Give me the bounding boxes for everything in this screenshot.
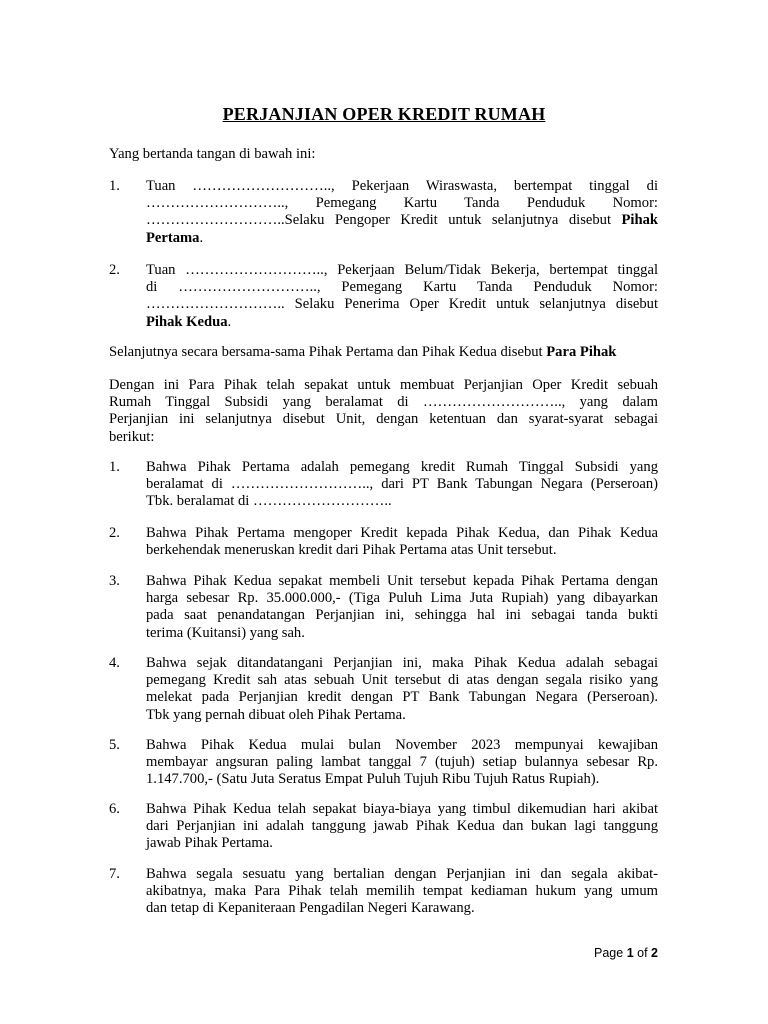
- paragraph-line: Rumah Tinggal Subsidi yang beralamat di ……………………….., yang dalam: [109, 394, 658, 411]
- clause-line: pada saat penandatangan Perjanjian ini, sehingga hal ini sebagai tanda bukti: [146, 607, 658, 624]
- party-role-bold: Pihak Kedua: [146, 313, 228, 330]
- page-label: Page: [594, 946, 624, 960]
- clause-item-6: [109, 801, 658, 853]
- clause-number: 3.: [109, 573, 120, 589]
- clause-item-3: [109, 573, 658, 642]
- clause-line: Bahwa sejak ditandatangani Perjanjian ini, maka Pihak Kedua adalah sebagai: [146, 655, 658, 671]
- page-current: 1: [626, 946, 634, 960]
- party-number: 2.: [109, 262, 120, 278]
- clause-line: dari Perjanjian ini adalah tanggung jawab Pihak Kedua dan bukan lagi tanggung: [146, 818, 658, 835]
- party-role-bold: Pihak: [621, 212, 658, 229]
- clause-line: Bahwa Pihak Kedua sepakat membeli Unit tersebut kepada Pihak Pertama dengan: [146, 573, 658, 589]
- paragraph-line: berikut:: [109, 428, 155, 445]
- clause-number: 5.: [109, 737, 120, 753]
- page-total: 2: [651, 946, 658, 960]
- clause-line: dan tetap di Kepaniteraan Pengadilan Negeri Karawang.: [146, 900, 475, 917]
- clause-line: terima (Kuitansi) yang sah.: [146, 624, 305, 641]
- clause-number: 2.: [109, 525, 120, 541]
- clause-line: Bahwa Pihak Kedua telah sepakat biaya-biaya yang timbul dikemudian hari akibat: [146, 801, 658, 817]
- clause-line: membayar angsuran paling lambat tanggal 7 (tujuh) setiap bulannya sebesar Rp.: [146, 754, 658, 771]
- clause-line: Tbk yang pernah dibuat oleh Pihak Pertama.: [146, 706, 406, 723]
- clause-number: 7.: [109, 866, 120, 882]
- intro-text: Yang bertanda tangan di bawah ini:: [109, 146, 316, 162]
- clause-line: Bahwa Pihak Kedua mulai bulan November 2023 mempunyai kewajiban: [146, 737, 658, 753]
- party-role-bold: Pertama: [146, 229, 200, 246]
- clause-line: Bahwa segala sesuatu yang bertalian dengan Perjanjian ini dan segala akibat-: [146, 866, 658, 882]
- agreement-paragraph: [109, 377, 658, 446]
- party-line: Pihak Kedua.: [146, 313, 232, 330]
- clause-line: 1.147.700,- (Satu Juta Seratus Empat Puluh Tujuh Ribu Tujuh Ratus Rupiah).: [146, 771, 600, 788]
- clause-line: jawab Pihak Pertama.: [146, 835, 273, 852]
- party-line: ……………………….. Selaku Penerima Oper Kredit untuk selanjutnya disebut: [146, 296, 658, 313]
- page-of-label: of: [637, 946, 648, 960]
- clause-number: 4.: [109, 655, 120, 671]
- clause-line: berkehendak meneruskan kredit dari Pihak Pertama atas Unit tersebut.: [146, 542, 557, 559]
- party-line: Tuan ……………………….., Pekerjaan Belum/Tidak Bekerja, bertempat tinggal: [146, 262, 658, 278]
- clause-line: pemegang Kredit sah atas sebuah Unit tersebut di atas dengan segala risiko yang: [146, 672, 658, 689]
- page-number: [594, 946, 658, 960]
- clause-item-2: [109, 525, 658, 559]
- paragraph-line: Dengan ini Para Pihak telah sepakat untuk membuat Perjanjian Oper Kredit sebuah: [109, 377, 658, 393]
- clause-item-5: [109, 737, 658, 789]
- clause-item-4: [109, 655, 658, 724]
- paragraph-line: Perjanjian ini selanjutnya disebut Unit, dengan ketentuan dan syarat-syarat sebagai: [109, 411, 658, 428]
- clause-line: akibatnya, maka Para Pihak telah memilih tempat kediaman hukum yang umum: [146, 883, 658, 900]
- clause-line: harga sebesar Rp. 35.000.000,- (Tiga Puluh Lima Juta Rupiah) yang dibayarkan: [146, 590, 658, 607]
- clause-item-7: [109, 866, 658, 918]
- party-line: ……………………….., Pemegang Kartu Tanda Penduduk Nomor:: [146, 195, 658, 212]
- party-line: Tuan ……………………….., Pekerjaan Wiraswasta, bertempat tinggal di: [146, 178, 658, 194]
- clause-line: Bahwa Pihak Pertama adalah pemegang kredit Rumah Tinggal Subsidi yang: [146, 459, 658, 475]
- clause-item-1: [109, 459, 658, 511]
- para-pihak-bold: Para Pihak: [546, 344, 617, 360]
- clause-line: melekat pada Perjanjian kredit dengan PT Bank Tabungan Negara (Perseroan).: [146, 689, 658, 706]
- document-title: PERJANJIAN OPER KREDIT RUMAH: [222, 104, 546, 124]
- party-line: ………………………..Selaku Pengoper Kredit untuk selanjutnya disebut Pihak: [146, 212, 658, 229]
- clause-number: 1.: [109, 459, 120, 475]
- clause-line: Bahwa Pihak Pertama mengoper Kredit kepada Pihak Kedua, dan Pihak Kedua: [146, 525, 658, 541]
- clause-line: beralamat di ……………………….., dari PT Bank Tabungan Negara (Perseroan): [146, 476, 658, 493]
- clause-line: Tbk. beralamat di ………………………..: [146, 493, 392, 510]
- party-line: Pertama.: [146, 229, 204, 246]
- party-number: 1.: [109, 178, 120, 194]
- party-line: di ……………………….., Pemegang Kartu Tanda Penduduk Nomor:: [146, 279, 658, 296]
- para-pihak-text: Selanjutnya secara bersama-sama Pihak Pertama dan Pihak Kedua disebut Para Pihak: [109, 344, 617, 360]
- clause-number: 6.: [109, 801, 120, 817]
- party-item-2: [109, 262, 658, 331]
- party-item-1: [109, 178, 658, 247]
